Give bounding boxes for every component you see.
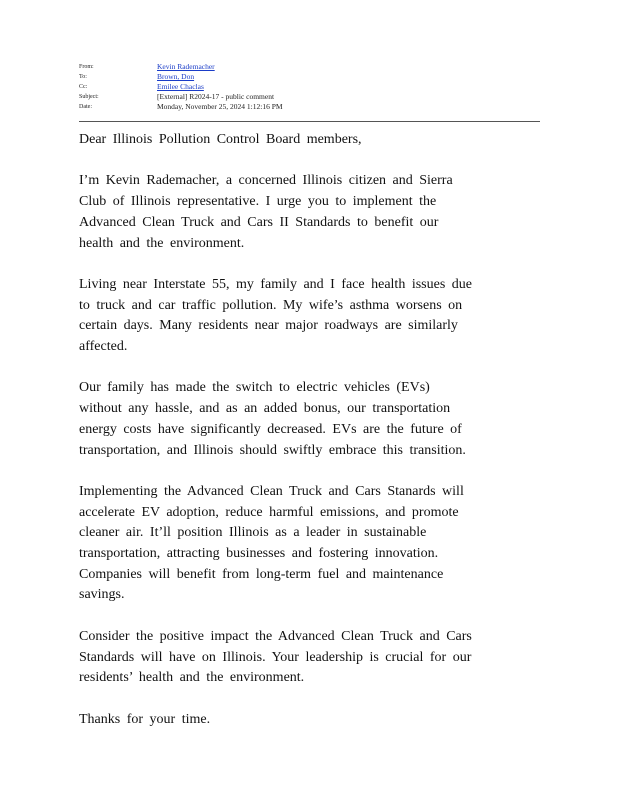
paragraph-line: savings.	[79, 587, 125, 603]
to-label: To:	[79, 74, 87, 80]
header-divider	[79, 121, 540, 122]
paragraph-line: transportation, and Illinois should swiftly embrace this transition.	[79, 442, 466, 458]
date-value: Monday, November 25, 2024 1:12:16 PM	[157, 102, 283, 111]
cc-row	[79, 82, 540, 92]
date-label: Date:	[79, 104, 92, 110]
from-row	[79, 62, 540, 72]
to-link[interactable]: Brown, Don	[157, 72, 195, 81]
letter-body	[79, 130, 549, 730]
paragraph-line: cleaner air. It’ll position Illinois as a leader in sustainable	[79, 525, 427, 541]
paragraph-gap	[79, 461, 549, 482]
from-label: From:	[79, 64, 94, 70]
paragraph-gap	[79, 606, 549, 627]
paragraph-line: Companies will benefit from long-term fuel and maintenance	[79, 566, 444, 582]
paragraph-line: to truck and car traffic pollution. My wife’s asthma worsens on	[79, 297, 463, 313]
salutation: Dear Illinois Pollution Control Board members,	[79, 132, 362, 147]
paragraph-line: Implementing the Advanced Clean Truck and Cars Stanards will	[79, 483, 464, 499]
paragraph-gap	[79, 151, 549, 172]
paragraph-line: Our family has made the switch to electric vehicles (EVs)	[79, 380, 430, 396]
paragraph-line: health and the environment.	[79, 235, 245, 251]
paragraph-1	[79, 171, 549, 254]
paragraph-line: affected.	[79, 339, 128, 354]
cc-link[interactable]: Emilee Chaclas	[157, 82, 204, 91]
subject-row	[79, 92, 540, 102]
paragraph-line: certain days. Many residents near major roadways are similarly	[79, 318, 458, 334]
paragraph-5	[79, 627, 549, 689]
subject-label: Subject:	[79, 94, 99, 100]
paragraph-line: without any hassle, and as an added bonus, our transportation	[79, 401, 451, 417]
paragraph-line: Club of Illinois representative. I urge you to implement the	[79, 194, 437, 210]
subject-value: [External] R2024-17 - public comment	[157, 92, 275, 101]
paragraph-gap	[79, 689, 549, 710]
paragraph-line: energy costs have significantly decreased. EVs are the future of	[79, 421, 462, 437]
paragraph-line: I’m Kevin Rademacher, a concerned Illinois citizen and Sierra	[79, 173, 453, 189]
to-row	[79, 72, 540, 82]
paragraph-line: Advanced Clean Truck and Cars II Standards to benefit our	[79, 214, 439, 230]
paragraph-2	[79, 275, 549, 358]
date-row	[79, 102, 540, 112]
email-header	[79, 62, 540, 112]
from-link[interactable]: Kevin Rademacher	[157, 62, 215, 71]
paragraph-3	[79, 378, 549, 461]
paragraph-4	[79, 482, 549, 606]
closing: Thanks for your time.	[79, 711, 211, 727]
paragraph-line: accelerate EV adoption, reduce harmful emissions, and promote	[79, 504, 459, 520]
paragraph-gap	[79, 358, 549, 379]
paragraph-line: Consider the positive impact the Advanced Clean Truck and Cars	[79, 628, 472, 644]
paragraph-line: residents’ health and the environment.	[79, 670, 305, 686]
paragraph-gap	[79, 254, 549, 275]
paragraph-line: Living near Interstate 55, my family and I face health issues due	[79, 276, 472, 292]
paragraph-line: Standards will have on Illinois. Your leadership is crucial for our	[79, 649, 472, 665]
cc-label: Cc:	[79, 84, 88, 90]
paragraph-line: transportation, attracting businesses and fostering innovation.	[79, 546, 439, 561]
